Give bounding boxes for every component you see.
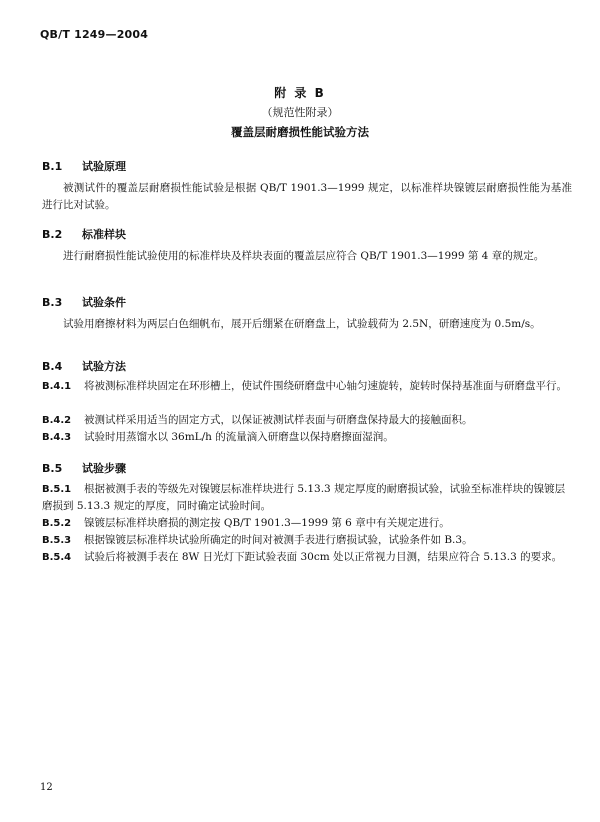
clause-number: B.4.1 [42,381,72,392]
section-heading-b1 [42,158,126,174]
clause-number: B.4.2 [42,415,72,426]
section-text-b3: 试验用磨擦材料为两层白色细帆布，展开后绷紧在研磨盘上，试验载荷为 2.5N，研磨速度为 0.5m/s。 [63,318,541,330]
clause-b4-2 [42,412,572,429]
clause-text: 试验后将被测手表在 8W 日光灯下距试验表面 30cm 处以正常视力目测，结果应符合 5.13.3 的要求。 [84,551,563,563]
page-number: 12 [40,782,53,793]
section-title: 试验条件 [82,296,126,309]
section-number: B.3 [42,296,63,309]
clause-number: B.5.4 [42,552,72,563]
section-number: B.5 [42,462,63,475]
clause-text: 试验时用蒸馏水以 36mL/h 的流量滴入研磨盘以保持磨擦面湿润。 [84,431,394,443]
section-heading-b4 [42,358,126,374]
section-heading-b5 [42,460,126,476]
clause-b5-2 [42,515,572,532]
section-heading-b2 [42,226,126,242]
standard-code: QB/T 1249—2004 [40,28,149,41]
section-title: 试验原理 [82,160,126,173]
section-heading-b3 [42,294,126,310]
clause-text: 根据镍镀层标准样块试验所确定的时间对被测手表进行磨损试验，试验条件如 B.3。 [84,534,473,546]
appendix-label: 附 录 B [274,86,326,100]
clause-text: 被测试样采用适当的固定方式，以保证被测试样表面与研磨盘保持最大的接触面积。 [84,414,473,426]
section-number: B.1 [42,160,63,173]
clause-number: B.5.3 [42,535,72,546]
section-number: B.4 [42,360,63,373]
clause-number: B.5.2 [42,518,72,529]
appendix-normative-note: （规范性附录） [261,106,339,119]
clause-b5-3 [42,532,572,549]
section-number: B.2 [42,228,63,241]
section-title: 试验步骤 [82,462,126,475]
clause-b4-3 [42,429,572,446]
clause-text: 根据被测手表的等级先对镍镀层标准样块进行 5.13.3 规定厚度的耐磨损试验，试验至标准样块的镍镀层磨损到 5.13.3 规定的厚度，同时确定试验时间。 [42,483,566,512]
section-text-b1: 被测试件的覆盖层耐磨损性能试验是根据 QB/T 1901.3—1999 规定，以标准样块镍镀层耐磨损性能为基准进行比对试验。 [42,182,572,211]
clause-number: B.5.1 [42,484,72,495]
clause-b5-1 [42,481,572,515]
clause-number: B.4.3 [42,432,72,443]
section-title: 标准样块 [82,228,126,241]
appendix-title: 覆盖层耐磨损性能试验方法 [231,125,369,139]
clause-b4-1 [42,378,572,395]
clause-text: 将被测标准样块固定在环形槽上，使试件围绕研磨盘中心轴匀速旋转，旋转时保持基准面与研磨盘平行。 [84,380,567,392]
section-text-b2: 进行耐磨损性能试验使用的标准样块及样块表面的覆盖层应符合 QB/T 1901.3—1999 第 4 章的规定。 [63,250,545,262]
clause-text: 镍镀层标准样块磨损的测定按 QB/T 1901.3—1999 第 6 章中有关规定进行。 [84,517,450,529]
section-title: 试验方法 [82,360,126,373]
clause-b5-4 [42,549,572,566]
